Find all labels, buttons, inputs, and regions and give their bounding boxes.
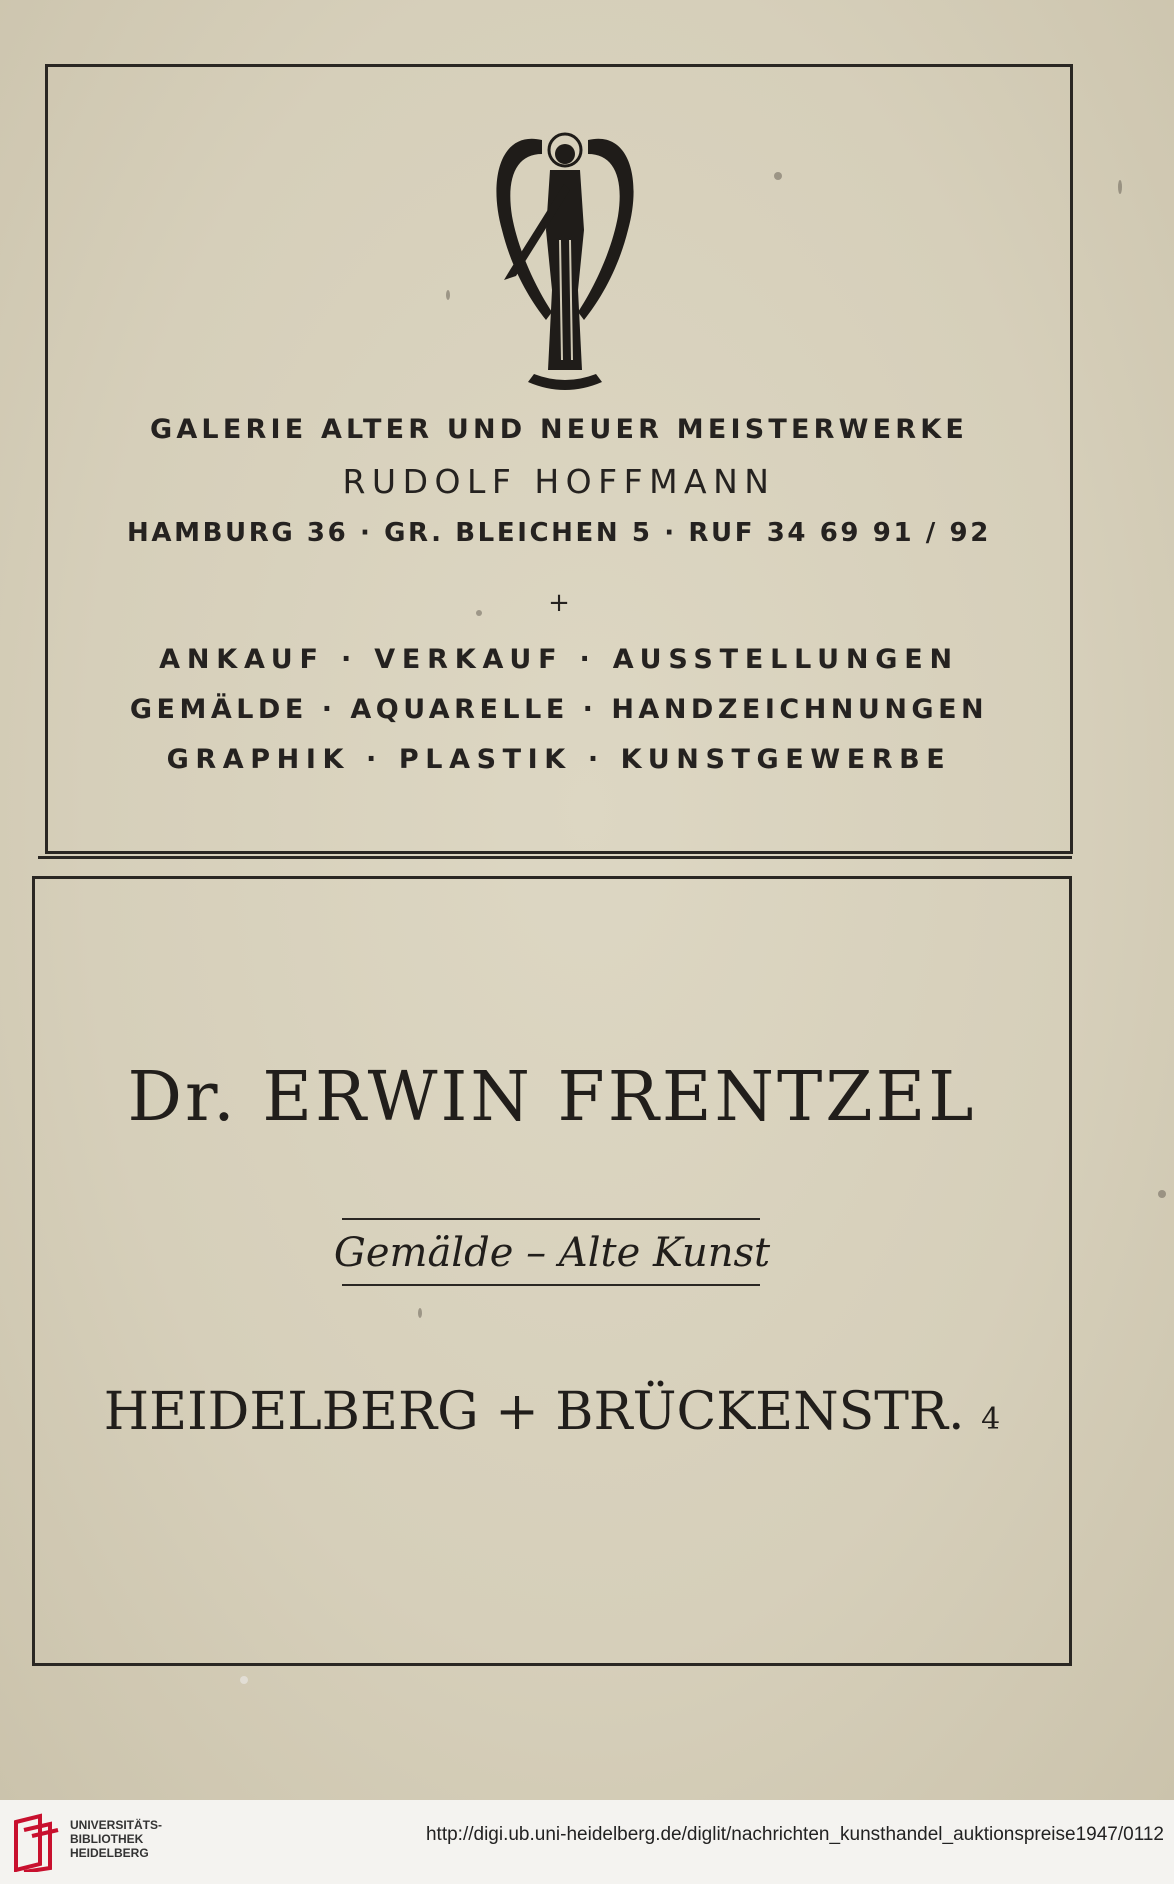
frame-double-line <box>38 856 1072 859</box>
source-url-link[interactable]: http://digi.ub.uni-heidelberg.de/diglit/nachrichten_kunsthandel_auktionspreise1947/0112 <box>425 1824 1164 1845</box>
media-types-line: GRAPHIK · PLASTIK · KUNSTGEWERBE <box>166 744 952 775</box>
gallery-address: HAMBURG 36 · GR. BLEICHEN 5 · RUF 34 69 91 / 92 <box>127 518 991 548</box>
dealer-house-number: 4 <box>981 1402 1001 1437</box>
gallery-name: RUDOLF HOFFMANN <box>342 462 776 501</box>
paper-speck <box>1118 180 1122 194</box>
dealer-name: Dr. ERWIN FRENTZEL <box>127 1058 977 1137</box>
gallery-tagline: GALERIE ALTER UND NEUER MEISTERWERKE <box>149 414 969 445</box>
angel-with-trumpet-icon <box>480 120 650 400</box>
library-name <box>70 1818 162 1860</box>
dealer-street: HEIDELBERG + BRÜCKENSTR. <box>103 1382 965 1442</box>
dealer-address <box>32 1382 1072 1442</box>
dealer-subtitle: Gemälde – Alte Kunst <box>333 1230 771 1276</box>
university-library-logo-icon[interactable] <box>10 1812 62 1872</box>
subtitle-rule-bottom <box>342 1284 760 1286</box>
services-line: ANKAUF · VERKAUF · AUSSTELLUNGEN <box>159 644 959 675</box>
library-footer <box>0 1800 1174 1884</box>
library-name-line: HEIDELBERG <box>70 1846 149 1860</box>
paper-speck <box>1158 1190 1166 1198</box>
library-name-line: BIBLIOTHEK <box>70 1832 144 1846</box>
paper-speck <box>240 1676 248 1684</box>
cross-ornament: + <box>548 588 570 618</box>
library-name-line: UNIVERSITÄTS- <box>70 1818 163 1832</box>
subtitle-rule-top <box>342 1218 760 1220</box>
artwork-types-line: GEMÄLDE · AQUARELLE · HANDZEICHNUNGEN <box>129 694 989 725</box>
